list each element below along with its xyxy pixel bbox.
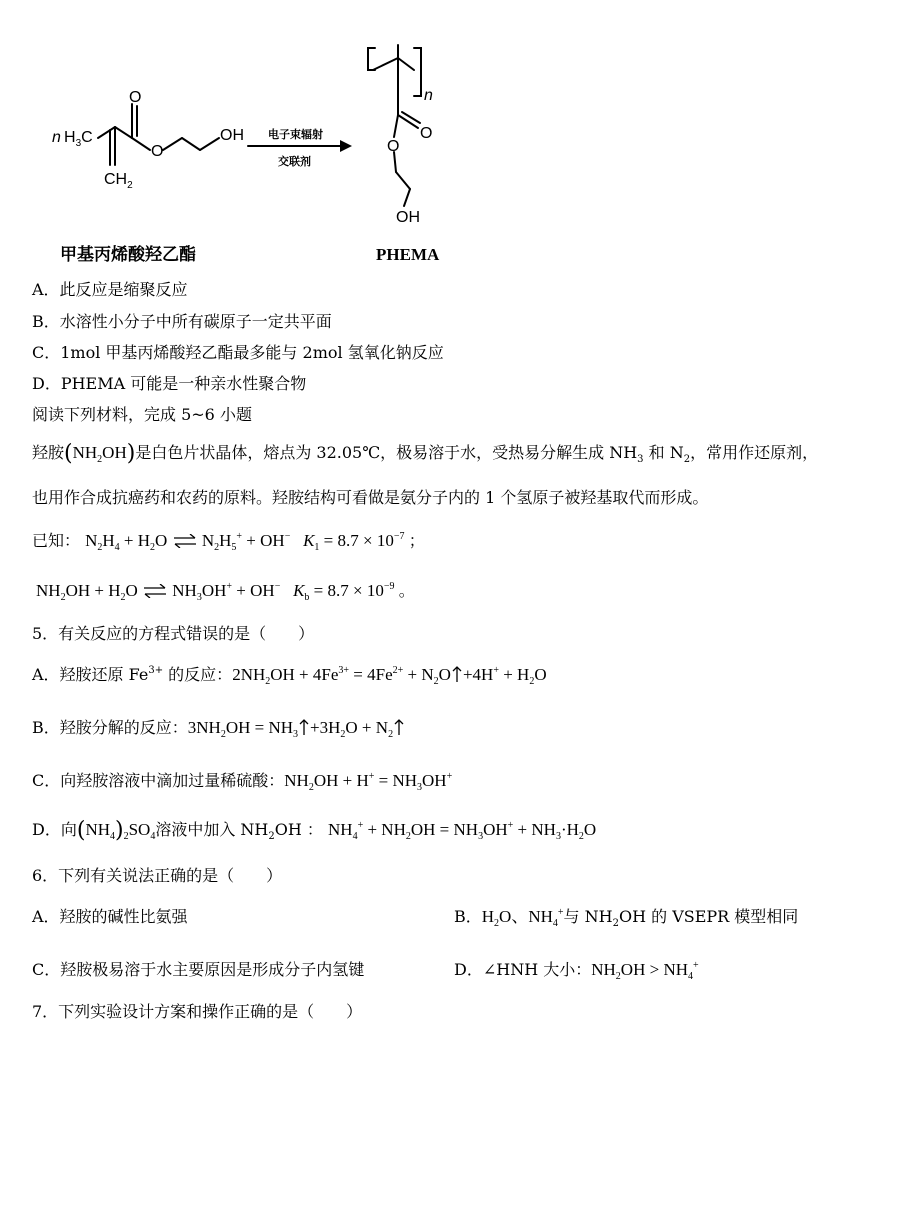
q4-option-d: D．PHEMA 可能是一种亲水性聚合物 <box>32 374 307 393</box>
bond <box>115 127 132 138</box>
q5-option-d: D．向$(NH_4)_2SO_4$溶液中加入 $NH_2OH$ ： $NH_4^+ + NH_2OH = NH_3OH^+ + NH_3\cdot H_2O$ <box>32 818 597 843</box>
bond <box>404 189 410 206</box>
ch2-label: $CH_2$ <box>104 171 133 191</box>
h3c-label: $H_3C$ <box>64 129 93 149</box>
q5-option-c: C．向羟胺溶液中滴加过量稀硫酸：$NH_2OH + H^+ = NH_3OH^+$ <box>32 771 453 793</box>
equilibrium-arrow-icon <box>174 534 196 548</box>
q5-option-a: A．羟胺还原 $Fe^{3+}$ 的反应：$2NH_2OH + 4Fe^{3+} = 4Fe^{2+} + N_2O +4H^+ + H_2O$ <box>32 665 547 687</box>
hydroxyl-label: OH <box>220 127 244 144</box>
bond <box>396 172 410 189</box>
reactant-name: 甲基丙烯酸羟乙酯 <box>60 245 196 265</box>
product-hydroxyl: OH <box>396 209 420 226</box>
bond <box>398 115 418 128</box>
q5-stem: 5．有关反应的方程式错误的是（ ） <box>32 624 315 643</box>
reaction-arrow-head <box>340 140 352 152</box>
equilibrium-arrow-icon <box>144 584 166 598</box>
bond <box>182 138 200 150</box>
gas-up-arrow-icon <box>299 719 309 735</box>
right-bracket <box>414 48 421 96</box>
q5-option-b: B．羟胺分解的反应：$3NH_2OH = NH_3 +3H_2O + N_2$ <box>32 718 405 738</box>
product-name: PHEMA <box>376 245 440 264</box>
arrow-condition-bottom: 交联剂 <box>278 155 311 168</box>
product-n-subscript: n <box>424 87 433 104</box>
ester-oxygen-label: O <box>151 143 164 160</box>
bond <box>402 112 420 123</box>
known-equation-1: 已知： $N_2H_4 + H_2O$ $N_2H_5^+ + OH^-$ $K_1 = 8.7 \times 10^{-7}$ ； <box>32 531 425 553</box>
n-prefix: n <box>52 129 61 146</box>
q4-option-c: C．1mol 甲基丙烯酸羟乙酯最多能与 2mol 氢氧化钠反应 <box>32 343 444 362</box>
product-carbonyl-oxygen: O <box>420 125 433 142</box>
reading-intro: 阅读下列材料，完成 5~6 小题 <box>32 405 252 424</box>
gas-up-arrow-icon <box>452 666 462 682</box>
bond <box>394 115 398 137</box>
gas-up-arrow-icon <box>394 719 404 735</box>
q7-stem: 7．下列实验设计方案和操作正确的是（ ） <box>32 1002 363 1021</box>
bond <box>163 138 182 150</box>
material-line-2: 也用作合成抗癌药和农药的原料。羟胺结构可看做是氨分子内的 1 个氢原子被羟基取代而形成。 <box>32 488 709 507</box>
reaction-scheme-figure <box>0 0 520 275</box>
q4-option-a: A．此反应是缩聚反应 <box>32 280 188 299</box>
q6-stem: 6．下列有关说法正确的是（ ） <box>32 866 283 885</box>
arrow-condition-top: 电子束辐射 <box>268 128 323 141</box>
left-bracket <box>368 48 375 70</box>
bond <box>200 138 219 150</box>
q6-option-d: D．∠HNH 大小：$NH_2OH > NH_4^+$ <box>454 960 699 982</box>
q4-option-b: B．水溶性小分子中所有碳原子一定共平面 <box>32 312 332 331</box>
bond <box>98 127 115 138</box>
product-ester-oxygen: O <box>387 138 400 155</box>
q6-option-c: C．羟胺极易溶于水主要原因是形成分子内氢键 <box>32 960 365 979</box>
known-equation-2: $NH_2OH + H_2O$ $NH_3OH^+ + OH^-$ $K_b = 8.7 \times 10^{-9}$ 。 <box>36 581 415 603</box>
material-line-1: 羟胺$(NH_2OH)$是白色片状晶体，熔点为 32.05℃，极易溶于水，受热易分解生成 $NH_3$ 和 $N_2$，常用作还原剂， <box>32 441 819 466</box>
q6-option-a: A．羟胺的碱性比氨强 <box>32 907 188 926</box>
bond <box>132 138 150 150</box>
bond <box>398 58 414 70</box>
bond <box>373 58 398 70</box>
carbonyl-oxygen-label: O <box>129 89 142 106</box>
q6-option-b: B．$H_2O$、$NH_4^+$与 $NH_2OH$ 的 VSEPR 模型相同 <box>454 907 799 929</box>
bond <box>394 152 396 172</box>
